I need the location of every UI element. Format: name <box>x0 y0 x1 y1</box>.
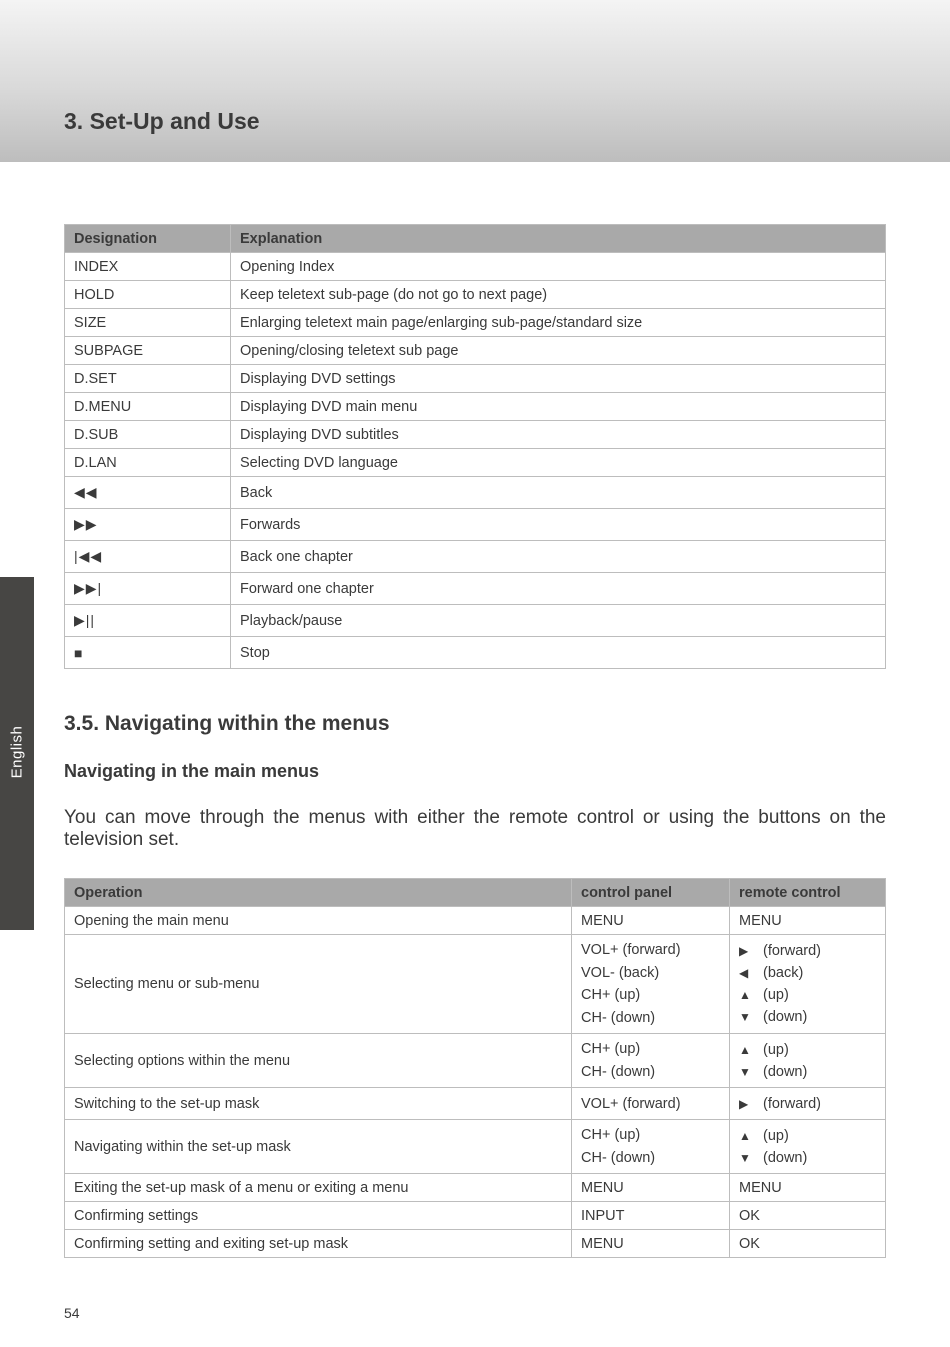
remote-line-text: (up) <box>763 1127 789 1144</box>
chapter-title: 3. Set-Up and Use <box>64 108 260 134</box>
remote-line-text: (down) <box>763 1149 808 1166</box>
remote-control-cell: OK <box>730 1202 886 1230</box>
table-row <box>65 1174 886 1202</box>
remote-line <box>739 962 876 984</box>
table-row <box>65 1088 886 1120</box>
remote-line <box>739 1061 876 1083</box>
table-row <box>65 907 886 935</box>
control-panel-cell: VOL+ (forward) <box>572 1088 730 1120</box>
arrow-right-icon: ▶ <box>739 944 749 958</box>
table-row <box>65 253 886 281</box>
control-panel-cell: MENU <box>572 1174 730 1202</box>
explanation-cell: Opening Index <box>231 253 886 281</box>
explanation-cell: Forwards <box>231 509 886 541</box>
remote-control-cell: OK <box>730 1230 886 1258</box>
explanation-cell: Playback/pause <box>231 605 886 637</box>
table-row <box>65 1034 886 1088</box>
remote-line <box>739 1039 876 1061</box>
rewind-icon: ◀◀ <box>65 477 231 509</box>
remote-line <box>739 1147 876 1169</box>
control-panel-line: VOL- (back) <box>581 964 660 981</box>
section-heading: 3.5. Navigating within the menus <box>64 712 390 735</box>
fast-forward-icon: ▶▶ <box>65 509 231 541</box>
table-row <box>65 1120 886 1174</box>
table-row <box>65 1202 886 1230</box>
table-header-row <box>65 225 886 253</box>
table-header-row <box>65 879 886 907</box>
arrow-up-icon: ▲ <box>739 1042 751 1057</box>
table-row <box>65 421 886 449</box>
control-panel-cell: MENU <box>572 1230 730 1258</box>
explanation-cell: Displaying DVD settings <box>231 365 886 393</box>
operation-cell: Exiting the set-up mask of a menu or exiting a menu <box>65 1174 572 1202</box>
explanation-cell: Selecting DVD language <box>231 449 886 477</box>
remote-control-cell <box>730 1088 886 1120</box>
explanation-cell: Opening/closing teletext sub page <box>231 337 886 365</box>
operation-table <box>64 878 886 1258</box>
control-panel-cell <box>572 1034 730 1088</box>
table-row <box>65 477 886 509</box>
arrow-up-icon: ▲ <box>739 1128 751 1143</box>
explanation-cell: Keep teletext sub-page (do not go to next page) <box>231 281 886 309</box>
operation-cell: Selecting menu or sub-menu <box>65 935 572 1034</box>
play-pause-icon: ▶|| <box>65 605 231 637</box>
table-row <box>65 637 886 669</box>
intro-paragraph: You can move through the menus with either the remote control or using the buttons on the television set. <box>64 807 886 850</box>
column-header-explanation: Explanation <box>231 225 886 253</box>
arrow-right-icon: ▶ <box>739 1096 749 1111</box>
control-panel-line: CH- (down) <box>581 1009 656 1026</box>
explanation-cell: Displaying DVD subtitles <box>231 421 886 449</box>
table-row <box>65 449 886 477</box>
table-row <box>65 365 886 393</box>
remote-line <box>739 1125 876 1147</box>
remote-line <box>739 984 876 1006</box>
page-number: 54 <box>64 1305 80 1321</box>
operation-cell: Confirming setting and exiting set-up mask <box>65 1230 572 1258</box>
operation-cell: Navigating within the set-up mask <box>65 1120 572 1174</box>
designation-cell: INDEX <box>65 253 231 281</box>
designation-cell: D.SET <box>65 365 231 393</box>
explanation-cell: Back one chapter <box>231 541 886 573</box>
remote-line-text: (forward) <box>763 943 822 959</box>
arrow-down-icon: ▼ <box>739 1064 751 1079</box>
remote-control-cell <box>730 1034 886 1088</box>
designation-cell: HOLD <box>65 281 231 309</box>
table-row <box>65 605 886 637</box>
remote-line-text: (down) <box>763 1063 808 1080</box>
control-panel-line: CH+ (up) <box>581 1127 641 1143</box>
remote-control-cell <box>730 935 886 1034</box>
explanation-cell: Displaying DVD main menu <box>231 393 886 421</box>
control-panel-line: CH- (down) <box>581 1063 656 1080</box>
control-panel-line: VOL+ (forward) <box>581 942 681 958</box>
operation-cell: Opening the main menu <box>65 907 572 935</box>
remote-line <box>739 1093 876 1115</box>
control-panel-line: CH- (down) <box>581 1149 656 1166</box>
table-row <box>65 337 886 365</box>
column-header-operation: Operation <box>65 879 572 907</box>
operation-cell: Selecting options within the menu <box>65 1034 572 1088</box>
explanation-cell: Stop <box>231 637 886 669</box>
control-panel-cell: MENU <box>572 907 730 935</box>
column-header-control-panel: control panel <box>572 879 730 907</box>
control-panel-cell <box>572 1120 730 1174</box>
designation-table <box>64 224 886 669</box>
designation-cell: D.SUB <box>65 421 231 449</box>
designation-cell: D.LAN <box>65 449 231 477</box>
control-panel-line: CH+ (up) <box>581 1041 641 1057</box>
designation-cell: D.MENU <box>65 393 231 421</box>
operation-cell: Switching to the set-up mask <box>65 1088 572 1120</box>
remote-line-text: (up) <box>763 1041 789 1058</box>
next-chapter-icon: ▶▶| <box>65 573 231 605</box>
remote-control-cell: MENU <box>730 907 886 935</box>
remote-line-text: (down) <box>763 1009 808 1025</box>
arrow-down-icon: ▼ <box>739 1010 751 1024</box>
table-row <box>65 281 886 309</box>
designation-cell: SUBPAGE <box>65 337 231 365</box>
control-panel-line: CH+ (up) <box>581 987 641 1003</box>
arrow-down-icon: ▼ <box>739 1150 751 1165</box>
remote-line-text: (forward) <box>763 1095 822 1112</box>
header-band <box>0 0 950 162</box>
remote-line <box>739 1006 876 1028</box>
designation-cell: SIZE <box>65 309 231 337</box>
table-row <box>65 541 886 573</box>
stop-icon: ■ <box>65 637 231 669</box>
table-row <box>65 393 886 421</box>
table-row <box>65 1230 886 1258</box>
arrow-left-icon: ◀ <box>739 966 749 980</box>
remote-line <box>739 940 876 962</box>
arrow-up-icon: ▲ <box>739 988 751 1002</box>
remote-control-cell <box>730 1120 886 1174</box>
remote-line-text: (up) <box>763 987 789 1003</box>
control-panel-cell <box>572 935 730 1034</box>
operation-cell: Confirming settings <box>65 1202 572 1230</box>
table-row <box>65 573 886 605</box>
table-row <box>65 309 886 337</box>
explanation-cell: Forward one chapter <box>231 573 886 605</box>
previous-chapter-icon: |◀◀ <box>65 541 231 573</box>
explanation-cell: Back <box>231 477 886 509</box>
sub-heading: Navigating in the main menus <box>64 761 320 781</box>
explanation-cell: Enlarging teletext main page/enlarging sub-page/standard size <box>231 309 886 337</box>
table-row <box>65 935 886 1034</box>
remote-control-cell: MENU <box>730 1174 886 1202</box>
language-side-tab-label: English <box>8 725 26 779</box>
remote-line-text: (back) <box>763 965 804 981</box>
control-panel-cell: INPUT <box>572 1202 730 1230</box>
table-row <box>65 509 886 541</box>
column-header-designation: Designation <box>65 225 231 253</box>
column-header-remote-control: remote control <box>730 879 886 907</box>
